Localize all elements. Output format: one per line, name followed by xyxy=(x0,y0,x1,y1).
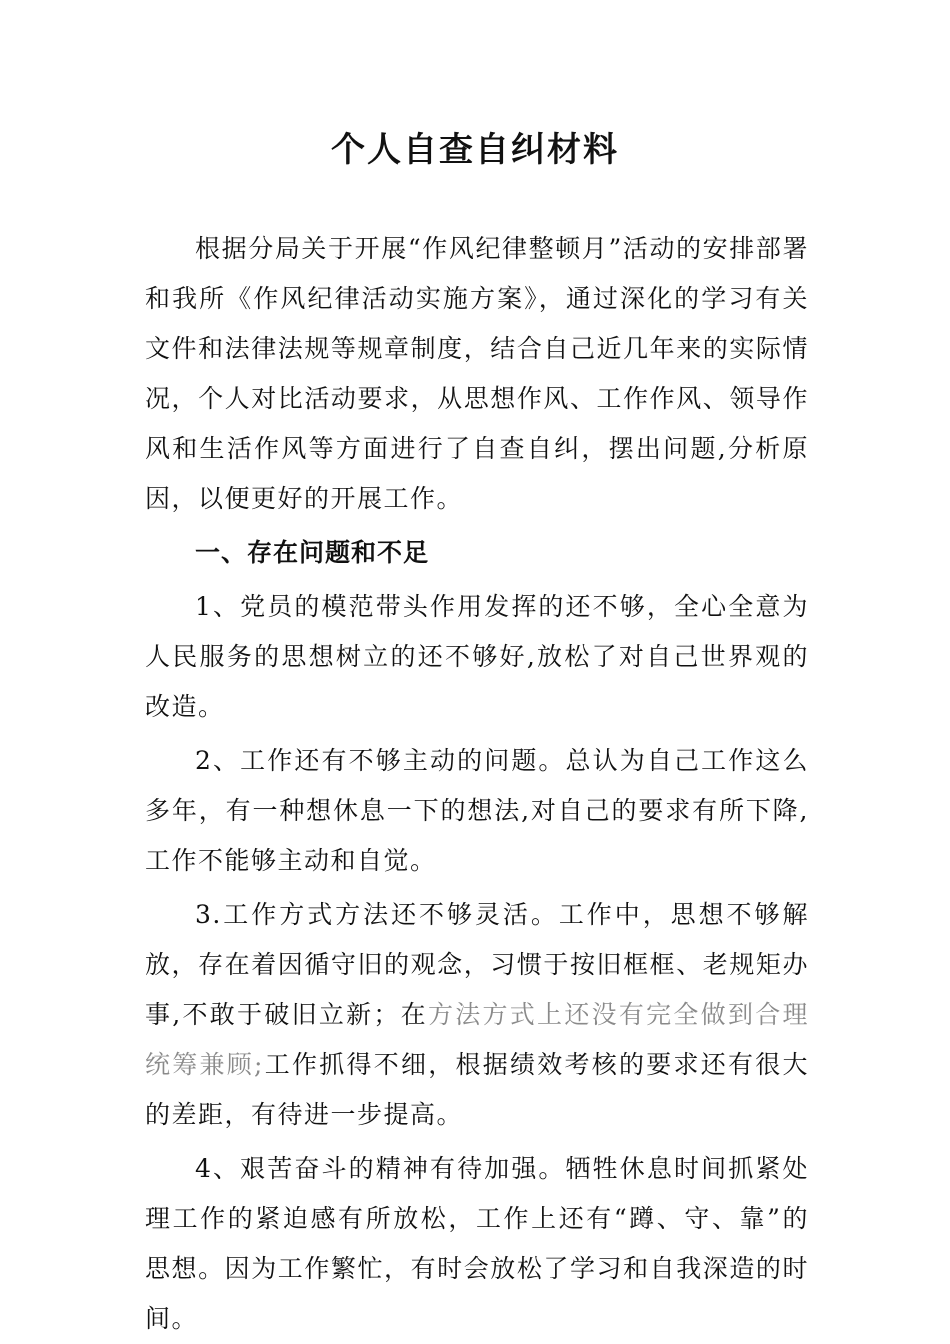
document-title: 个人自查自纠材料 xyxy=(331,130,619,170)
section-heading-problems: 一、存在问题和不足 xyxy=(195,538,430,567)
problem-item-3-text-a: 3.工作方式方法还不够灵活。工作中，思想不够解放，存在着因循守旧的观念，习惯于按旧框框、老规矩办事,不敢于破旧立新；在 xyxy=(145,900,809,1029)
problem-item-3 xyxy=(145,890,809,1140)
intro-paragraph: 根据分局关于开展“作风纪律整顿月”活动的安排部署和我所《作风纪律活动实施方案》，通过深化的学习有关文件和法律法规等规章制度，结合自己近几年来的实际情况，个人对比活动要求，从思想作风、工作作风、领导作风和生活作风等方面进行了自查自纠，摆出问题,分析原因，以便更好的开展工作。 xyxy=(145,234,809,513)
problem-item-1: 1、党员的模范带头作用发挥的还不够，全心全意为人民服务的思想树立的还不够好,放松了对自己世界观的改造。 xyxy=(145,592,809,721)
problem-item-4: 4、艰苦奋斗的精神有待加强。牺牲休息时间抓紧处理工作的紧迫感有所放松，工作上还有“蹲、守、靠”的思想。因为工作繁忙，有时会放松了学习和自我深造的时间。 xyxy=(145,1154,809,1333)
problem-item-3-text-b: 工作抓得不细，根据绩效考核的要求还有很大的差距，有待进一步提高。 xyxy=(145,1050,809,1129)
problem-item-2: 2、工作还有不够主动的问题。总认为自己工作这么多年，有一种想休息一下的想法,对自己的要求有所下降,工作不能够主动和自觉。 xyxy=(145,746,809,875)
document-body xyxy=(145,224,809,1344)
problem-item-3-highlight: 方法方式上还没有完全做到合理统筹兼顾; xyxy=(145,1000,809,1079)
